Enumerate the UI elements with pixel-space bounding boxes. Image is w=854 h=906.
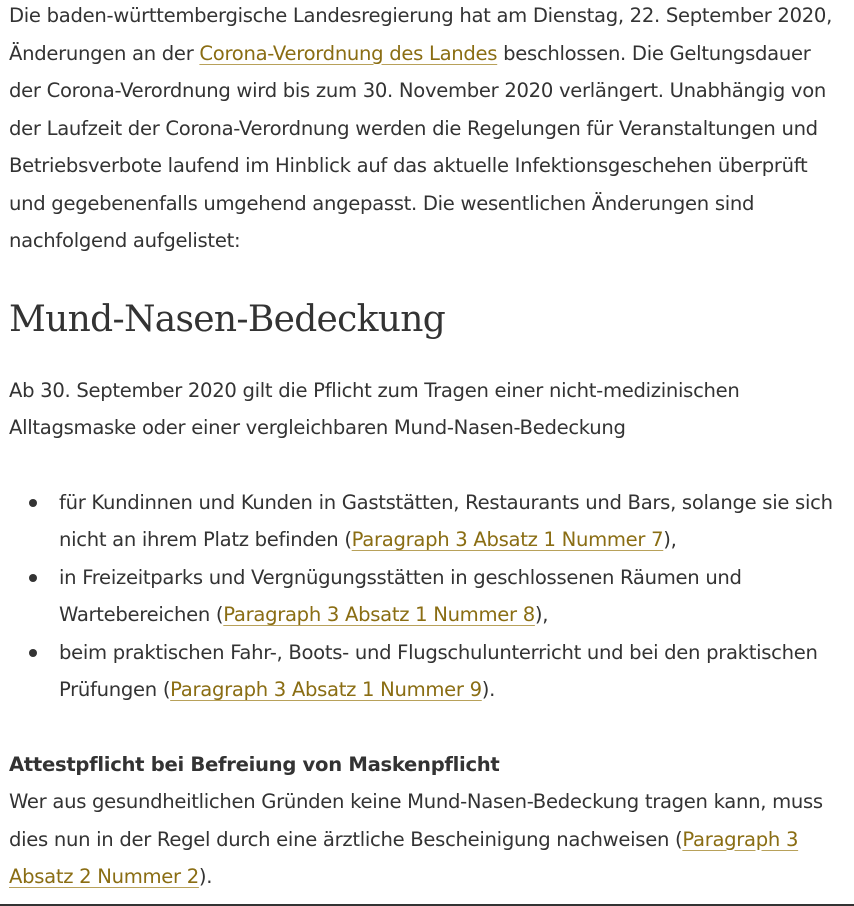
list-item [9,559,839,634]
section-intro: Ab 30. September 2020 gilt die Pflicht zum Tragen einer nicht-medizinischen Alltagsmaske oder einer vergleichbaren Mund-Nasen-Bedeckung [9,378,740,439]
paragraph-link[interactable]: Paragraph 3 Absatz 1 Nummer 7 [351,528,664,551]
list-item [9,634,839,709]
list-item [9,484,839,559]
rules-list [9,484,839,709]
paragraph-link[interactable]: Paragraph 3 Absatz 1 Nummer 9 [170,678,482,701]
intro-paragraph [9,0,839,260]
article-content [9,0,839,896]
intro-text-before: Die baden-württembergische Landesregierung hat am Dienstag, 22. September 2020, Änderungen an der [9,4,832,65]
list-item-text: beim praktischen Fahr-, Boots- und Flugschulunterricht und bei den praktischen Prüfungen ( [59,640,818,701]
list-item-suffix: ), [534,603,549,626]
attest-paragraph-link[interactable]: Paragraph 3 Absatz 2 Nummer 2 [9,827,799,888]
list-item-suffix: ), [663,528,677,551]
list-item-text: für Kundinnen und Kunden in Gaststätten, Restaurants und Bars, solange sie sich nicht an ihrem Platz befinden ( [59,490,833,551]
list-item-suffix: ). [481,678,496,701]
attest-paragraph [9,746,839,896]
attest-heading: Attestpflicht bei Befreiung von Maskenpflicht [9,752,500,776]
list-item-text: in Freizeitparks und Vergnügungsstätten in geschlossenen Räumen und Wartebereichen ( [59,565,742,626]
attest-suffix: ). [198,865,213,888]
paragraph-link[interactable]: Paragraph 3 Absatz 1 Nummer 8 [223,603,535,626]
intro-text-after: beschlossen. Die Geltungsdauer der Corona-Verordnung wird bis zum 30. November 2020 verlängert. Unabhängig von der Laufzeit der Corona-Verordnung werden die Regelungen für Veranstaltungen und Betriebsverbote laufend im Hinblick auf das aktuelle Infektionsgeschehen überprüft und gegebenenfalls umgehend angepasst. Die wesentlichen Änderungen sind nachfolgend aufgelistet: [9,41,827,252]
section-heading: Mund-Nasen-Bedeckung [9,298,446,340]
corona-verordnung-link[interactable]: Corona-Verordnung des Landes [199,41,498,65]
attest-text: Wer aus gesundheitlichen Gründen keine Mund-Nasen-Bedeckung tragen kann, muss dies nun in der Regel durch eine ärztliche Bescheinigung nachweisen ( [9,790,823,851]
